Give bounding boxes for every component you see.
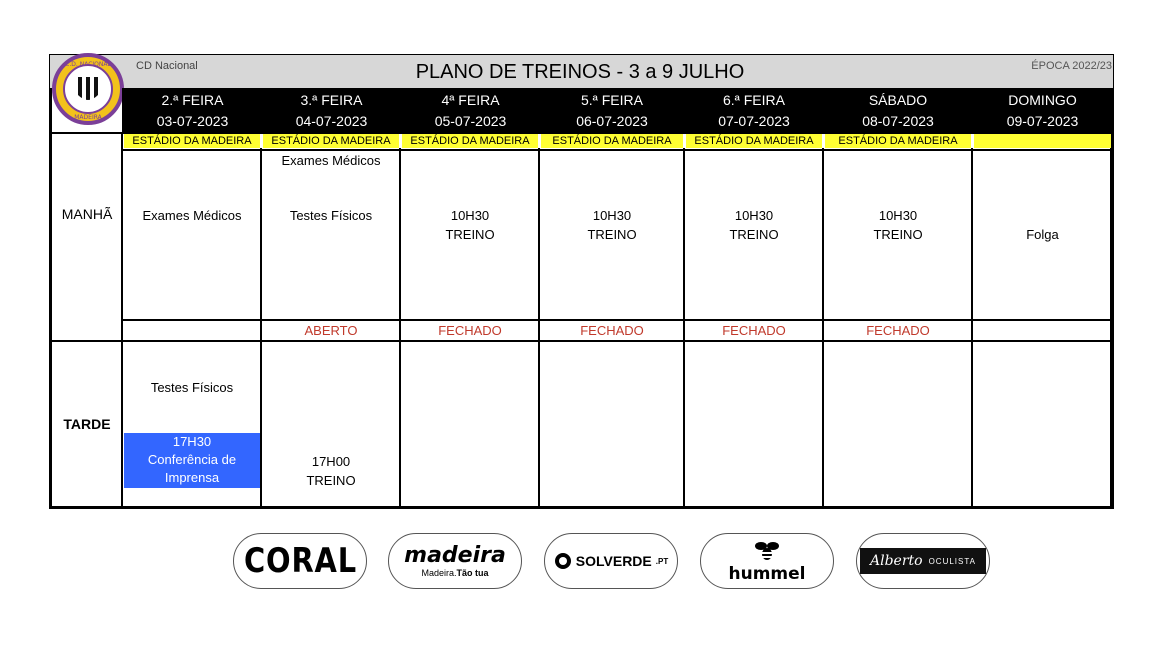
day-date: 09-07-2023 — [1006, 113, 1079, 129]
logo-bottom-text: MADEIRA — [74, 114, 102, 121]
afternoon-cell-monday: Testes Físicos — [150, 380, 234, 395]
session-time: 10H30 — [450, 208, 490, 223]
hummel-logo-text: hummel — [728, 564, 806, 584]
row-label-morning: MANHÃ — [61, 206, 113, 222]
day-date: 06-07-2023 — [576, 113, 648, 129]
day-name: 4ª FEIRA — [441, 92, 500, 108]
day-header-sunday — [972, 88, 1113, 132]
morning-cell-wednesday — [401, 206, 539, 244]
session-time: 10H30 — [878, 208, 918, 223]
press-line-2: Imprensa — [164, 470, 220, 485]
day-header-saturday — [823, 88, 973, 132]
day-name: 3.ª FEIRA — [300, 92, 363, 108]
venue-label: ESTÁDIO DA MADEIRA — [541, 134, 683, 148]
madeira-logo-text: madeira — [404, 543, 506, 568]
afternoon-cell-tuesday — [262, 452, 400, 490]
day-name: SÁBADO — [868, 92, 928, 108]
sun-icon — [554, 552, 572, 570]
session-time: 10H30 — [592, 208, 632, 223]
morning-cell-tuesday-top: Exames Médicos — [281, 153, 381, 168]
day-header-wednesday — [400, 88, 541, 132]
day-date: 03-07-2023 — [156, 113, 229, 129]
page-title: PLANO DE TREINOS - 3 a 9 JULHO — [415, 61, 745, 83]
sponsor-solverde — [544, 533, 678, 589]
day-header-monday — [122, 88, 263, 132]
sponsor-hummel — [700, 533, 834, 589]
session-time: 10H30 — [734, 208, 774, 223]
bee-icon — [754, 539, 780, 561]
solverde-suffix: .PT — [655, 556, 669, 566]
day-date: 05-07-2023 — [434, 113, 507, 129]
alberto-logo-text: Alberto — [869, 553, 923, 569]
grid-line — [50, 132, 1113, 134]
season-label: ÉPOCA 2022/23 — [1031, 60, 1112, 72]
day-header-friday — [684, 88, 824, 132]
status-wednesday: FECHADO — [438, 323, 502, 338]
logo-top-text: C.D. NACIONAL — [65, 61, 111, 68]
madeira-tagline-1: Madeira. — [421, 568, 457, 578]
venue-label: ESTÁDIO DA MADEIRA — [686, 134, 822, 148]
morning-cell-monday: Exames Médicos — [142, 208, 242, 223]
morning-cell-tuesday: Testes Físicos — [289, 208, 373, 223]
morning-cell-friday — [685, 206, 823, 244]
day-date: 04-07-2023 — [295, 113, 368, 129]
alberto-suffix: OCULISTA — [928, 556, 976, 566]
madeira-tagline-2: Tão tua — [456, 568, 489, 578]
grid-line — [121, 319, 1113, 321]
grid-line — [1110, 148, 1112, 507]
press-conference-block — [124, 433, 260, 488]
session-label: TREINO — [306, 473, 356, 488]
venue-label: ESTÁDIO DA MADEIRA — [825, 134, 971, 148]
day-header-thursday — [539, 88, 685, 132]
session-label: TREINO — [729, 227, 779, 242]
press-time: 17H30 — [172, 434, 212, 449]
day-date: 07-07-2023 — [718, 113, 790, 129]
solverde-logo-text: SOLVERDE — [575, 553, 652, 569]
day-name: DOMINGO — [1008, 92, 1077, 108]
day-header-tuesday — [261, 88, 402, 132]
day-name: 6.ª FEIRA — [723, 92, 785, 108]
session-label: TREINO — [873, 227, 923, 242]
club-name: CD Nacional — [136, 60, 198, 72]
session-label: TREINO — [587, 227, 637, 242]
press-line-1: Conferência de — [147, 452, 237, 467]
morning-cell-sunday: Folga — [1026, 227, 1059, 242]
coral-logo-text: CORAL — [243, 541, 357, 581]
sponsor-alberto — [856, 533, 990, 589]
grid-line — [50, 340, 1113, 342]
status-thursday: FECHADO — [580, 323, 644, 338]
venue-label: ESTÁDIO DA MADEIRA — [402, 134, 538, 148]
status-friday: FECHADO — [722, 323, 786, 338]
club-crest-logo — [52, 53, 124, 125]
day-name: 5.ª FEIRA — [581, 92, 643, 108]
day-date: 08-07-2023 — [862, 113, 934, 129]
row-label-afternoon: TARDE — [63, 416, 111, 432]
venue-label: ESTÁDIO DA MADEIRA — [124, 134, 260, 148]
morning-cell-saturday — [824, 206, 972, 244]
session-time: 17H00 — [311, 454, 351, 469]
morning-cell-thursday — [540, 206, 684, 244]
venue-label: ESTÁDIO DA MADEIRA — [263, 134, 399, 148]
status-tuesday: ABERTO — [304, 323, 358, 338]
session-label: TREINO — [445, 227, 495, 242]
status-saturday: FECHADO — [866, 323, 930, 338]
day-name: 2.ª FEIRA — [161, 92, 224, 108]
sponsor-madeira — [388, 533, 522, 589]
sponsor-coral — [233, 533, 367, 589]
venue-label — [974, 134, 1111, 148]
